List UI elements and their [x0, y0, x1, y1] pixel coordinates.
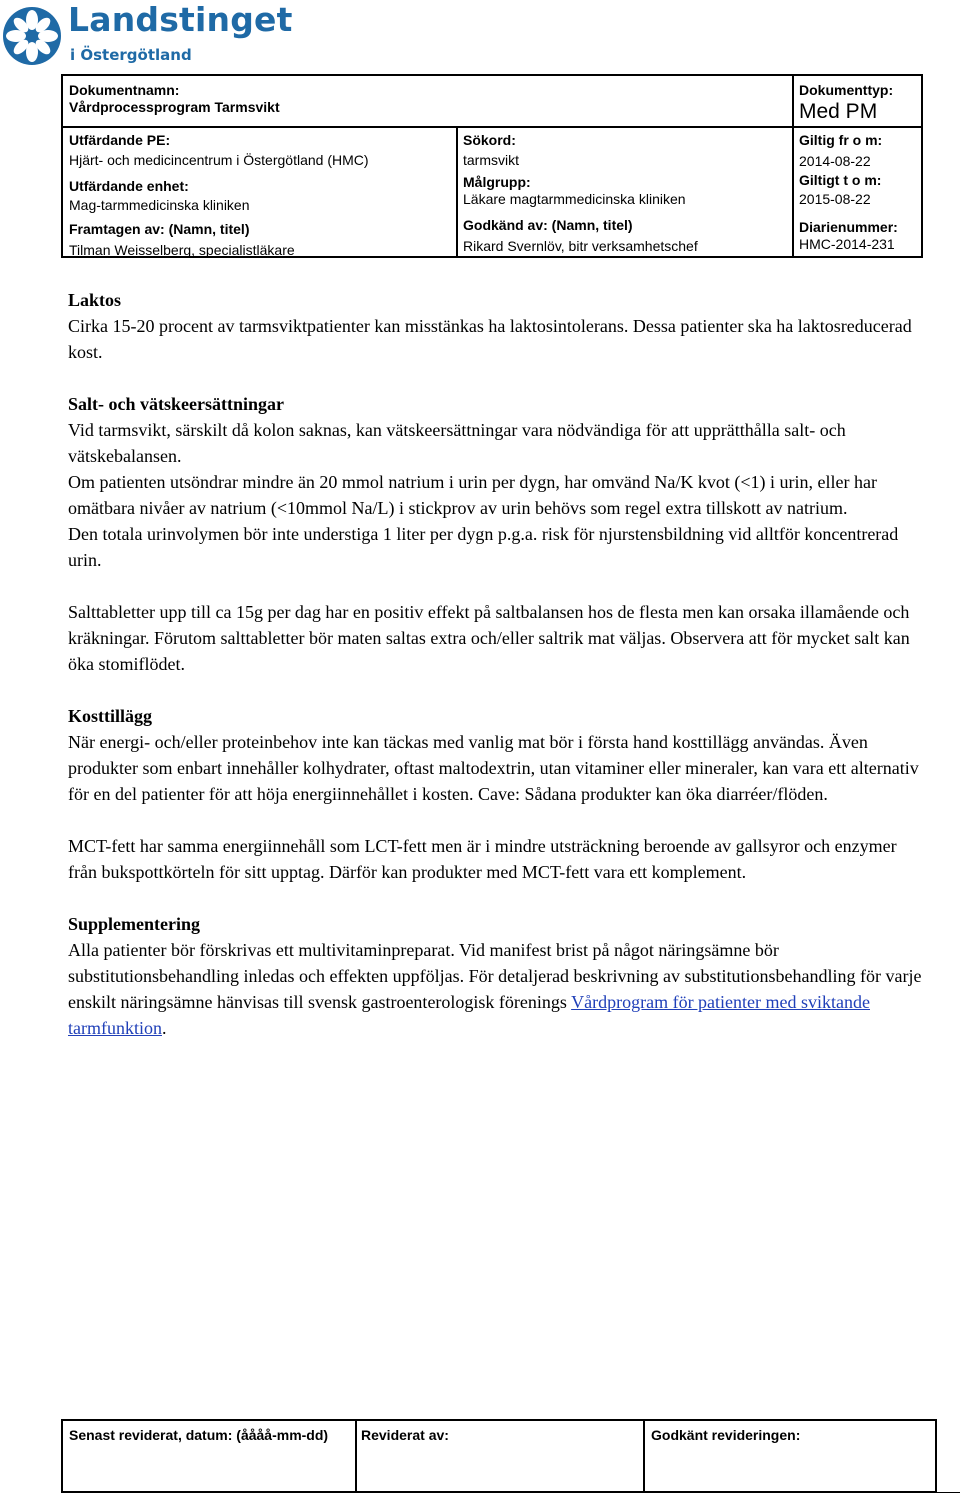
landstinget-logo — [2, 0, 293, 68]
paragraph-supplementering — [68, 937, 928, 1041]
footer-rule — [935, 1492, 960, 1493]
paragraph-salt-3: Den totala urinvolymen bör inte understiga 1 liter per dygn p.g.a. risk för njurstensbildning vid alltför koncentrerad urin. — [68, 524, 899, 570]
paragraph-salt-2: Om patienten utsöndrar mindre än 20 mmol natrium i urin per dygn, har omvänd Na/K kvot (<1) i urin, eller har omätbara nivåer av natrium (<10mmol Na/L) i stickprov av urin behövs som regel extra tillskott av natrium. — [68, 472, 877, 518]
header-divider-2 — [792, 76, 794, 256]
issuer-pe-label: Utfärdande PE: — [69, 132, 171, 148]
author-label: Framtagen av: (Namn, titel) — [69, 221, 250, 237]
supplementering-end: . — [161, 1018, 167, 1038]
diary-number-label: Diarienummer: — [799, 219, 898, 235]
logo-subtitle: i Östergötland — [70, 46, 192, 64]
header-divider-1 — [456, 126, 458, 256]
flower-logo-icon — [2, 6, 62, 66]
section-heading-salt: Salt- och vätskeersättningar — [68, 394, 284, 414]
paragraph-kost-2: MCT-fett har samma energiinnehåll som LCT-fett men är i mindre utsträckning beroende av gallsyror och enzymer från bukspottkörteln för sitt upptag. Därför kan produkter med MCT-fett vara ett komplement. — [68, 836, 897, 882]
valid-from-value: 2014-08-22 — [799, 153, 871, 169]
target-label: Målgrupp: — [463, 174, 531, 190]
revision-table — [61, 1419, 937, 1493]
document-header-table — [61, 74, 923, 258]
keyword-value: tarmsvikt — [463, 152, 519, 168]
revision-divider-2 — [643, 1421, 645, 1491]
doc-type-label: Dokumenttyp: — [799, 82, 894, 98]
section-heading-kosttillagg: Kosttillägg — [68, 706, 152, 726]
section-heading-supplementering: Supplementering — [68, 914, 201, 934]
issuer-unit-value: Mag-tarmmedicinska kliniken — [69, 197, 250, 213]
revised-by-label: Reviderat av: — [361, 1427, 449, 1443]
logo-title: Landstinget — [68, 0, 293, 39]
valid-to-value: 2015-08-22 — [799, 191, 871, 207]
paragraph-laktos: Cirka 15-20 procent av tarmsviktpatienter kan misstänkas ha laktosintolerans. Dessa patienter ska ha laktosreducerad kost. — [68, 316, 912, 362]
approved-revision-label: Godkänt revideringen: — [651, 1427, 801, 1443]
supplementering-text: Alla patienter bör förskrivas ett multivitaminpreparat. Vid manifest brist på något näringsämne bör substitutionsbehandling inledas och effekten uppföljas. För detaljerad beskrivning av substitutionsbehandling för varje enskilt näringsämne hänvisas till svensk gastroenterologisk förenings — [68, 940, 922, 1012]
paragraph-salt-1: Vid tarmsvikt, särskilt då kolon saknas, kan vätskeersättningar vara nödvändiga för att upprätthålla salt- och vätskebalansen. — [68, 420, 846, 466]
valid-from-label: Giltig fr o m: — [799, 132, 883, 148]
revised-date-label: Senast reviderat, datum: (åååå-mm-dd) — [69, 1427, 329, 1443]
issuer-unit-label: Utfärdande enhet: — [69, 178, 189, 194]
approved-by-label: Godkänd av: (Namn, titel) — [463, 217, 633, 233]
doc-name-value: Vårdprocessprogram Tarmsvikt — [69, 99, 280, 115]
issuer-pe-value: Hjärt- och medicincentrum i Östergötland (HMC) — [69, 152, 369, 168]
diary-number-value: HMC-2014-231 — [799, 236, 895, 252]
vardprogram-link[interactable]: Vårdprogram för patienter med sviktande tarmfunktion — [68, 992, 870, 1038]
revision-divider-1 — [355, 1421, 357, 1491]
doc-type-value: Med PM — [799, 100, 878, 123]
doc-name-label: Dokumentnamn: — [69, 82, 180, 98]
paragraph-kost-1: När energi- och/eller proteinbehov inte kan täckas med vanlig mat bör i första hand kosttillägg användas. Även produkter som enbart innehåller kolhydrater, oftast maltodextrin, utan vitaminer eller mineraler, kan vara ett alternativ för en del patienter för att höja energiinnehållet i kosten. Cave: Sådana produkter kan öka diarréer/flöden. — [68, 732, 919, 804]
document-body — [68, 287, 928, 1041]
section-heading-laktos: Laktos — [68, 290, 122, 310]
paragraph-salt-4: Salttabletter upp till ca 15g per dag har en positiv effekt på saltbalansen hos de flesta men kan orsaka illamående och kräkningar. Förutom salttabletter bör maten saltas extra och/eller saltrik mat väljas. Observera att för mycket salt kan öka stomiflödet. — [68, 602, 910, 674]
valid-to-label: Giltigt t o m: — [799, 172, 882, 188]
author-value: Tilman Weisselberg, specialistläkare — [69, 242, 295, 258]
approved-by-value: Rikard Svernlöv, bitr verksamhetschef — [463, 238, 698, 254]
target-value: Läkare magtarmmedicinska kliniken — [463, 191, 686, 207]
keyword-label: Sökord: — [463, 132, 516, 148]
